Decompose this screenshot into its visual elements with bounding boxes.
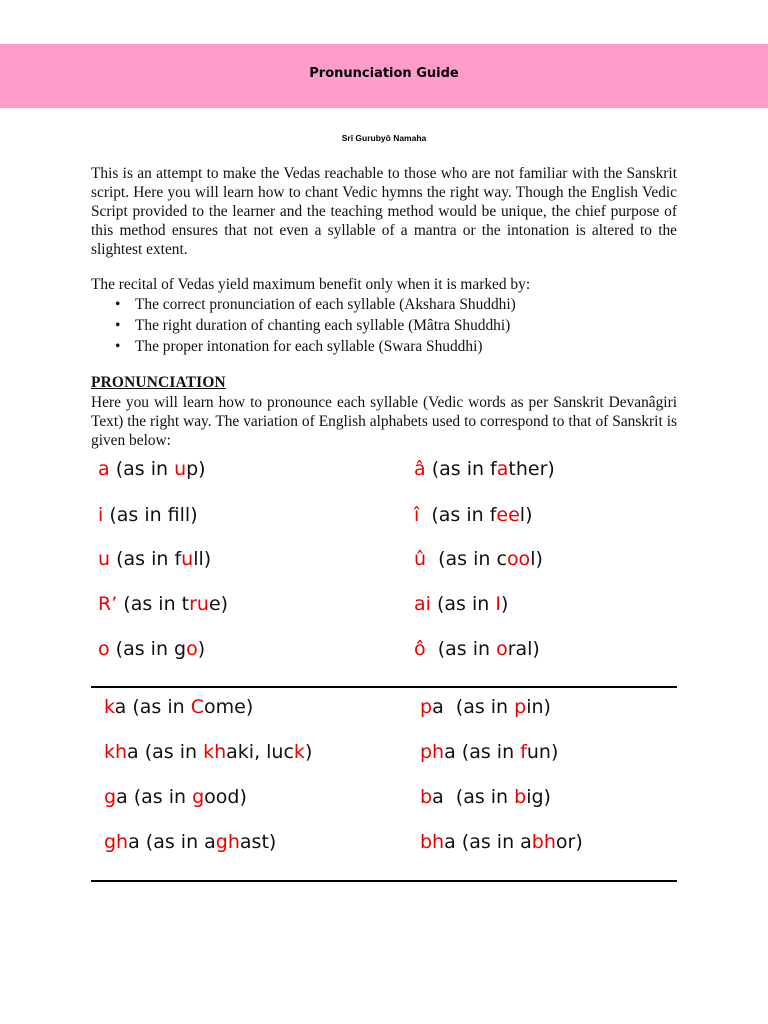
example-text: ll) <box>193 548 212 570</box>
example-text: ral) <box>507 638 540 660</box>
pronunciation-paragraph: Here you will learn how to pronounce each syllable (Vedic words as per Sanskrit Devanâgiri Text) the right way. The variation of English alphabets used to correspond to that of Sanskrit is given below: <box>91 394 677 449</box>
consonant-guide-left-4 <box>104 829 276 855</box>
example-text: (as in <box>109 458 175 480</box>
highlighted-sound: bh <box>531 831 556 853</box>
vowel-guide-left-4 <box>98 591 228 617</box>
example-text: a (as in <box>116 786 193 808</box>
example-text: aki, luc <box>226 741 294 763</box>
consonant-guide-right-4 <box>420 829 583 855</box>
example-text: a (as in <box>432 696 515 718</box>
example-text: l) <box>530 548 543 570</box>
example-text: e) <box>208 593 229 615</box>
highlighted-sound: b <box>420 786 433 808</box>
example-text: ood) <box>204 786 247 808</box>
highlighted-sound: ru <box>189 593 209 615</box>
example-text: (as in <box>425 638 497 660</box>
example-text: (as in f <box>419 504 497 526</box>
example-text: (as in f <box>425 458 497 480</box>
pronunciation-heading: PRONUNCIATION <box>91 374 226 391</box>
bullet-swara: • The proper intonation for each syllable (Swara Shuddhi) <box>91 336 677 357</box>
highlighted-sound: ph <box>420 741 445 763</box>
consonant-guide-right-2 <box>420 739 558 765</box>
recital-lead: The recital of Vedas yield maximum benefit only when it is marked by: <box>91 276 531 293</box>
consonant-guide-left-1 <box>104 694 253 720</box>
highlighted-sound: ee <box>496 504 520 526</box>
highlighted-sound: u <box>174 458 187 480</box>
consonant-guide-right-3 <box>420 784 551 810</box>
highlighted-sound: u <box>98 548 111 570</box>
example-text: ) <box>304 741 313 763</box>
bullet-akshara: • The correct pronunciation of each syllable (Akshara Shuddhi) <box>91 294 677 315</box>
vowel-guide-right-5 <box>414 636 540 662</box>
example-text: ) <box>197 638 206 660</box>
consonant-guide-left-3 <box>104 784 247 810</box>
example-text: (as in f <box>110 548 182 570</box>
highlighted-sound: â <box>414 458 426 480</box>
example-text: ast) <box>239 831 277 853</box>
example-text: l) <box>519 504 533 526</box>
header-banner <box>0 44 768 108</box>
highlighted-sound: ai <box>414 593 431 615</box>
example-text: ll) <box>179 504 198 526</box>
highlighted-sound: b <box>514 786 527 808</box>
example-text: a (as in <box>432 786 515 808</box>
highlighted-sound: o <box>186 638 198 660</box>
highlighted-sound: bh <box>420 831 445 853</box>
vowel-guide-right-3 <box>414 546 543 572</box>
intro-paragraph: This is an attempt to make the Vedas reachable to those who are not familiar with the Sanskrit script. Here you will learn how to chant Vedic hymns the right way. Though the English Vedic Script provided to the learner and the teaching method would be unique, the chief purpose of this method ensures that not even a syllable of a mantra or the intonation is altered to the slightest extent. <box>91 165 677 258</box>
highlighted-sound: k <box>104 696 115 718</box>
invocation: Srî Gurubyô Namaha <box>341 133 427 143</box>
example-text: ther) <box>508 458 555 480</box>
example-text: ) <box>500 593 509 615</box>
example-text: (as in g <box>109 638 187 660</box>
highlighted-sound: C <box>190 696 204 718</box>
highlighted-sound: o <box>496 638 508 660</box>
highlighted-sound: g <box>104 786 117 808</box>
example-text: (as in f <box>103 504 180 526</box>
highlighted-sound: R’ <box>98 593 118 615</box>
highlighted-sound: û <box>414 548 427 570</box>
highlighted-sound: o <box>98 638 110 660</box>
example-text: (as in c <box>426 548 507 570</box>
example-text: a (as in <box>127 741 204 763</box>
highlighted-sound: f <box>520 741 527 763</box>
example-text: a (as in a <box>444 831 532 853</box>
highlighted-sound: oo <box>506 548 531 570</box>
highlighted-sound: kh <box>104 741 128 763</box>
section-divider-top <box>91 686 677 688</box>
example-text: a (as in <box>444 741 521 763</box>
highlighted-sound: p <box>514 696 527 718</box>
page-title: Pronunciation Guide <box>309 66 459 81</box>
example-text: a (as in a <box>128 831 216 853</box>
example-text: a (as in <box>114 696 191 718</box>
highlighted-sound: I <box>495 593 501 615</box>
highlighted-sound: p <box>420 696 433 718</box>
highlighted-sound: î <box>414 504 420 526</box>
section-divider-bottom <box>91 880 677 882</box>
highlighted-sound: g <box>192 786 205 808</box>
example-text: (as in t <box>117 593 190 615</box>
vowel-guide-left-2 <box>98 502 198 528</box>
highlighted-sound: gh <box>104 831 129 853</box>
recital-bullet-list <box>91 294 677 357</box>
consonant-guide-right-1 <box>420 694 551 720</box>
example-text: p) <box>186 458 206 480</box>
highlighted-sound: a <box>98 458 110 480</box>
example-text: ig) <box>526 786 551 808</box>
example-text: or) <box>555 831 583 853</box>
highlighted-sound: kh <box>203 741 227 763</box>
vowel-guide-left-5 <box>98 636 205 662</box>
example-text: un) <box>526 741 559 763</box>
vowel-guide-right-1 <box>414 456 555 482</box>
highlighted-sound: a <box>496 458 509 480</box>
highlighted-sound: u <box>181 548 194 570</box>
vowel-guide-right-2 <box>414 502 533 528</box>
highlighted-sound: gh <box>215 831 240 853</box>
highlighted-sound: k <box>293 741 305 763</box>
example-text: (as in <box>430 593 496 615</box>
example-text: in) <box>526 696 551 718</box>
highlighted-sound: ô <box>414 638 426 660</box>
vowel-guide-left-1 <box>98 456 206 482</box>
highlighted-sound: i <box>98 504 104 526</box>
consonant-guide-left-2 <box>104 739 312 765</box>
vowel-guide-left-3 <box>98 546 211 572</box>
bullet-matra: • The right duration of chanting each syllable (Mâtra Shuddhi) <box>91 315 677 336</box>
example-text: ome) <box>204 696 254 718</box>
vowel-guide-right-4 <box>414 591 508 617</box>
